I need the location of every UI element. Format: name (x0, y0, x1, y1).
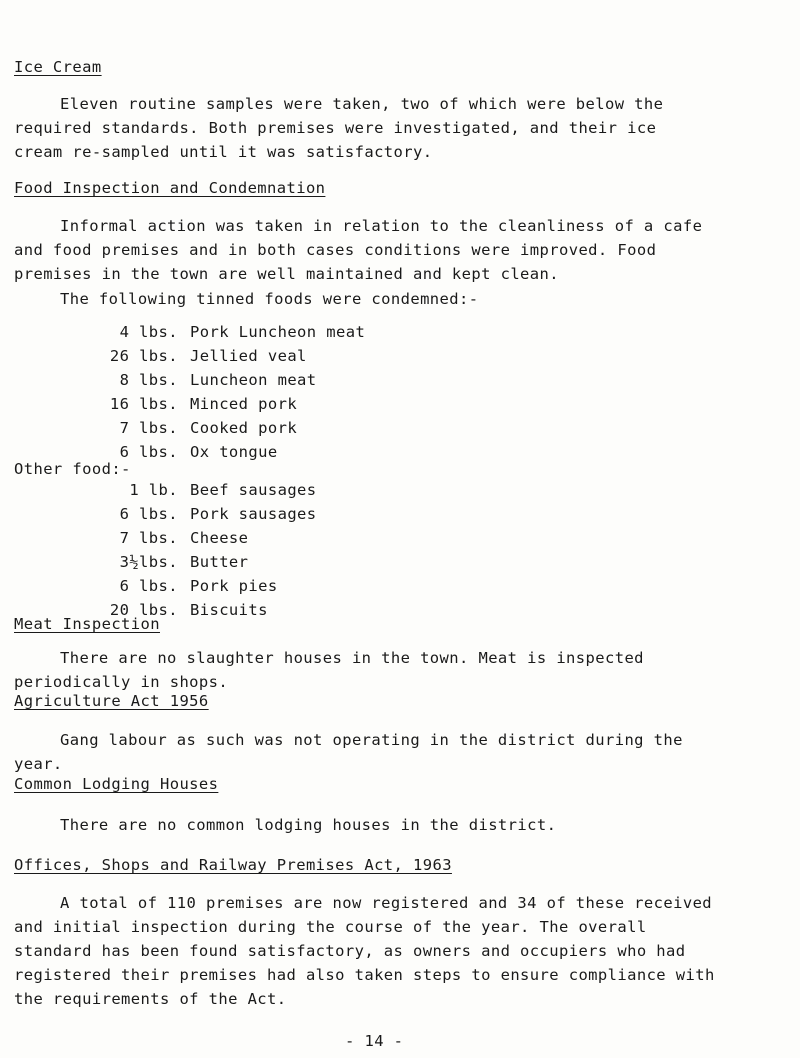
paragraph-line: standard has been found satisfactory, as owners and occupiers who had (14, 942, 686, 960)
item-name: Cooked pork (190, 419, 298, 437)
item-name: Biscuits (190, 601, 268, 619)
item-quantity: 26 lbs. (109, 347, 178, 365)
paragraph-line: Eleven routine samples were taken, two of which were below the (60, 95, 664, 113)
agriculture-paragraph (14, 728, 784, 776)
paragraph-line: premises in the town are well maintained and kept clean. (14, 265, 559, 283)
item-name: Pork pies (190, 577, 278, 595)
item-quantity: 6 lbs. (119, 443, 178, 461)
section-heading-food-inspection: Food Inspection and Condemnation (14, 179, 326, 197)
item-quantity: 3½lbs. (119, 553, 178, 571)
paragraph-line: year. (14, 755, 63, 773)
paragraph-line: the requirements of the Act. (14, 990, 287, 1008)
paragraph-line: Informal action was taken in relation to the cleanliness of a cafe (60, 217, 703, 235)
item-quantity: 6 lbs. (119, 505, 178, 523)
list-item (100, 502, 317, 526)
section-heading-meat-inspection: Meat Inspection (14, 615, 160, 633)
list-item (100, 344, 365, 368)
list-item (100, 574, 317, 598)
paragraph-line: registered their premises had also taken steps to ensure compliance with (14, 966, 715, 984)
item-quantity: 6 lbs. (119, 577, 178, 595)
lodging-paragraph (14, 813, 784, 837)
section-heading-offices-shops-act: Offices, Shops and Railway Premises Act, 1963 (14, 856, 452, 874)
item-name: Minced pork (190, 395, 298, 413)
item-name: Luncheon meat (190, 371, 317, 389)
list-item (100, 526, 317, 550)
section-heading-agriculture-act: Agriculture Act 1956 (14, 692, 209, 710)
list-item (100, 320, 365, 344)
item-quantity: 16 lbs. (109, 395, 178, 413)
item-quantity: 7 lbs. (119, 419, 178, 437)
paragraph-line: and initial inspection during the course of the year. The overall (14, 918, 647, 936)
item-quantity: 7 lbs. (119, 529, 178, 547)
tinned-foods-intro: The following tinned foods were condemned:- (60, 290, 479, 308)
offices-paragraph (14, 891, 784, 1011)
item-name: Jellied veal (190, 347, 307, 365)
paragraph-line: There are no slaughter houses in the town. Meat is inspected (60, 649, 644, 667)
meat-inspection-paragraph (14, 646, 784, 694)
paragraph-line: A total of 110 premises are now registered and 34 of these received (60, 894, 713, 912)
paragraph-line: required standards. Both premises were investigated, and their ice (14, 119, 657, 137)
item-quantity: 8 lbs. (119, 371, 178, 389)
list-item (100, 392, 365, 416)
paragraph-line: periodically in shops. (14, 673, 229, 691)
item-quantity: 4 lbs. (119, 323, 178, 341)
item-name: Ox tongue (190, 443, 278, 461)
food-inspection-paragraph (14, 214, 784, 286)
paragraph-line: cream re-sampled until it was satisfactory. (14, 143, 433, 161)
item-quantity: 20 lbs. (109, 601, 178, 619)
item-name: Beef sausages (190, 481, 317, 499)
item-name: Cheese (190, 529, 249, 547)
list-item (100, 478, 317, 502)
item-name: Pork sausages (190, 505, 317, 523)
page-number: - 14 - (345, 1032, 404, 1050)
tinned-foods-list (100, 320, 365, 464)
ice-cream-paragraph (14, 92, 784, 164)
list-item (100, 416, 365, 440)
paragraph-line: Gang labour as such was not operating in the district during the (60, 731, 683, 749)
paragraph-line: There are no common lodging houses in the district. (60, 816, 557, 834)
list-item (100, 550, 317, 574)
item-name: Butter (190, 553, 249, 571)
section-heading-common-lodging-houses: Common Lodging Houses (14, 775, 219, 793)
item-quantity: 1 lb. (129, 481, 178, 499)
section-heading-ice-cream: Ice Cream (14, 58, 102, 76)
paragraph-line: and food premises and in both cases conditions were improved. Food (14, 241, 657, 259)
list-item (100, 440, 365, 464)
list-item (100, 368, 365, 392)
item-name: Pork Luncheon meat (190, 323, 366, 341)
other-foods-list (100, 478, 317, 622)
other-foods-intro: Other food:- (14, 460, 131, 478)
